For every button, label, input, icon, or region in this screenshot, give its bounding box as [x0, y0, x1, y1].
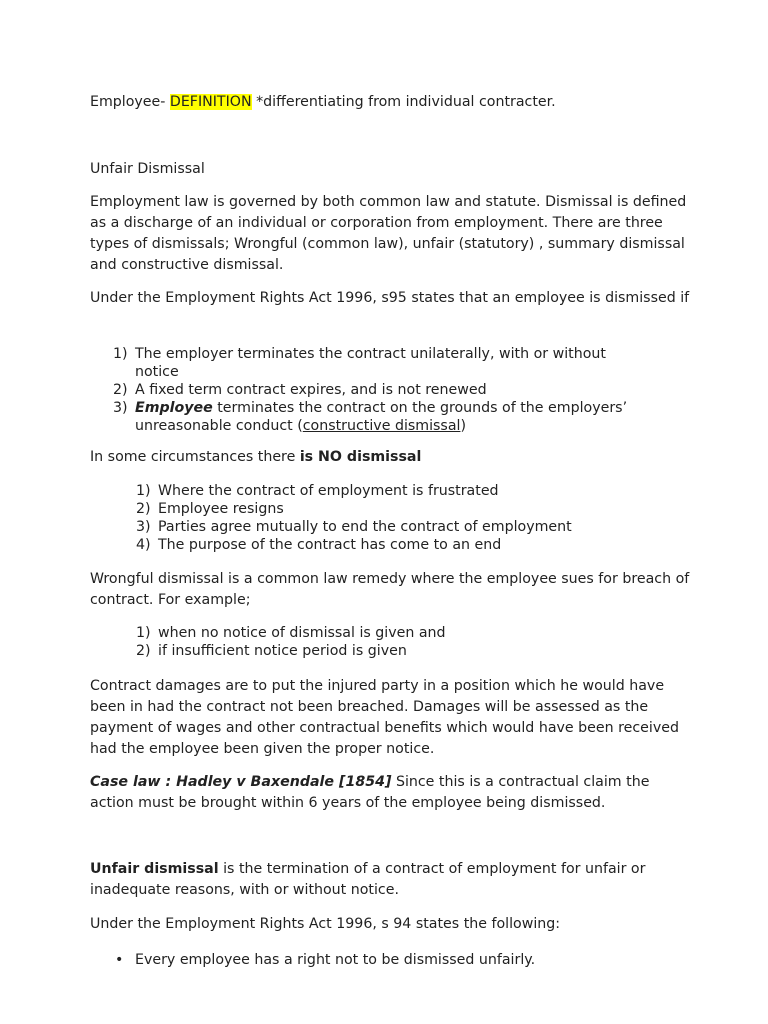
heading-suffix: *differentiating from individual contracter.: [251, 94, 556, 110]
definition-heading: [90, 92, 690, 113]
section-title: Unfair Dismissal: [90, 161, 205, 177]
paragraph-case-law: Case law : Hadley v Baxendale [1854] Since this is a contractual claim the action must be brought within 6 years of the employee being dismissed.: [90, 774, 650, 811]
list-item: 2) A fixed term contract expires, and is not renewed: [113, 382, 487, 398]
list-item: 3) Parties agree mutually to end the contract of employment: [136, 519, 572, 535]
paragraph-contract-damages: Contract damages are to put the injured party in a position which he would have been in had the contract not been breached. Damages will be assessed as the payment of wages and other contractual benefits which would have been received had the employee been given the proper notice.: [90, 678, 679, 757]
paragraph-s94: Under the Employment Rights Act 1996, s 94 states the following:: [90, 916, 561, 932]
paragraph-no-dismissal: In some circumstances there is NO dismissal: [90, 449, 422, 465]
list-item: 3) Employee terminates the contract on the grounds of the employers’ unreasonable conduct (constructive dismissal): [113, 400, 628, 434]
definition-highlight: DEFINITION: [169, 94, 252, 110]
paragraph-unfair-dismissal: Unfair dismissal is the termination of a contract of employment for unfair or inadequate reasons, with or without notice.: [90, 861, 646, 898]
list-item: 1) Where the contract of employment is frustrated: [136, 483, 499, 499]
list-item: 2) Employee resigns: [136, 501, 284, 517]
list-item: • Every employee has a right not to be dismissed unfairly.: [115, 952, 536, 968]
case-law-citation: Case law : Hadley v Baxendale [1854]: [90, 774, 392, 790]
s94-bullet-list: [113, 951, 653, 969]
list-item: 1) The employer terminates the contract unilaterally, with or without notice: [113, 346, 606, 380]
list-item: 2) if insufficient notice period is given: [136, 643, 407, 659]
paragraph-wrongful-dismissal: Wrongful dismissal is a common law remedy where the employee sues for breach of contract. For example;: [90, 571, 690, 608]
bullet-icon: •: [115, 952, 124, 968]
paragraph-types-of-dismissal: Employment law is governed by both common law and statute. Dismissal is defined as a discharge of an individual or corporation from employment. There are three types of dismissals; Wrongful (common law), unfair (statutory) , summary dismissal and constructive dismissal.: [90, 194, 687, 273]
list-item: 4) The purpose of the contract has come to an end: [136, 537, 502, 553]
heading-prefix: Employee-: [90, 94, 166, 110]
list-item: 1) when no notice of dismissal is given and: [136, 625, 446, 641]
dismissal-conditions-list: [113, 345, 653, 435]
no-dismissal-list: [136, 482, 656, 554]
wrongful-dismissal-examples-list: [136, 624, 656, 660]
constructive-dismissal-link: constructive dismissal: [302, 418, 461, 434]
paragraph-s95: Under the Employment Rights Act 1996, s95 states that an employee is dismissed if: [90, 290, 690, 306]
